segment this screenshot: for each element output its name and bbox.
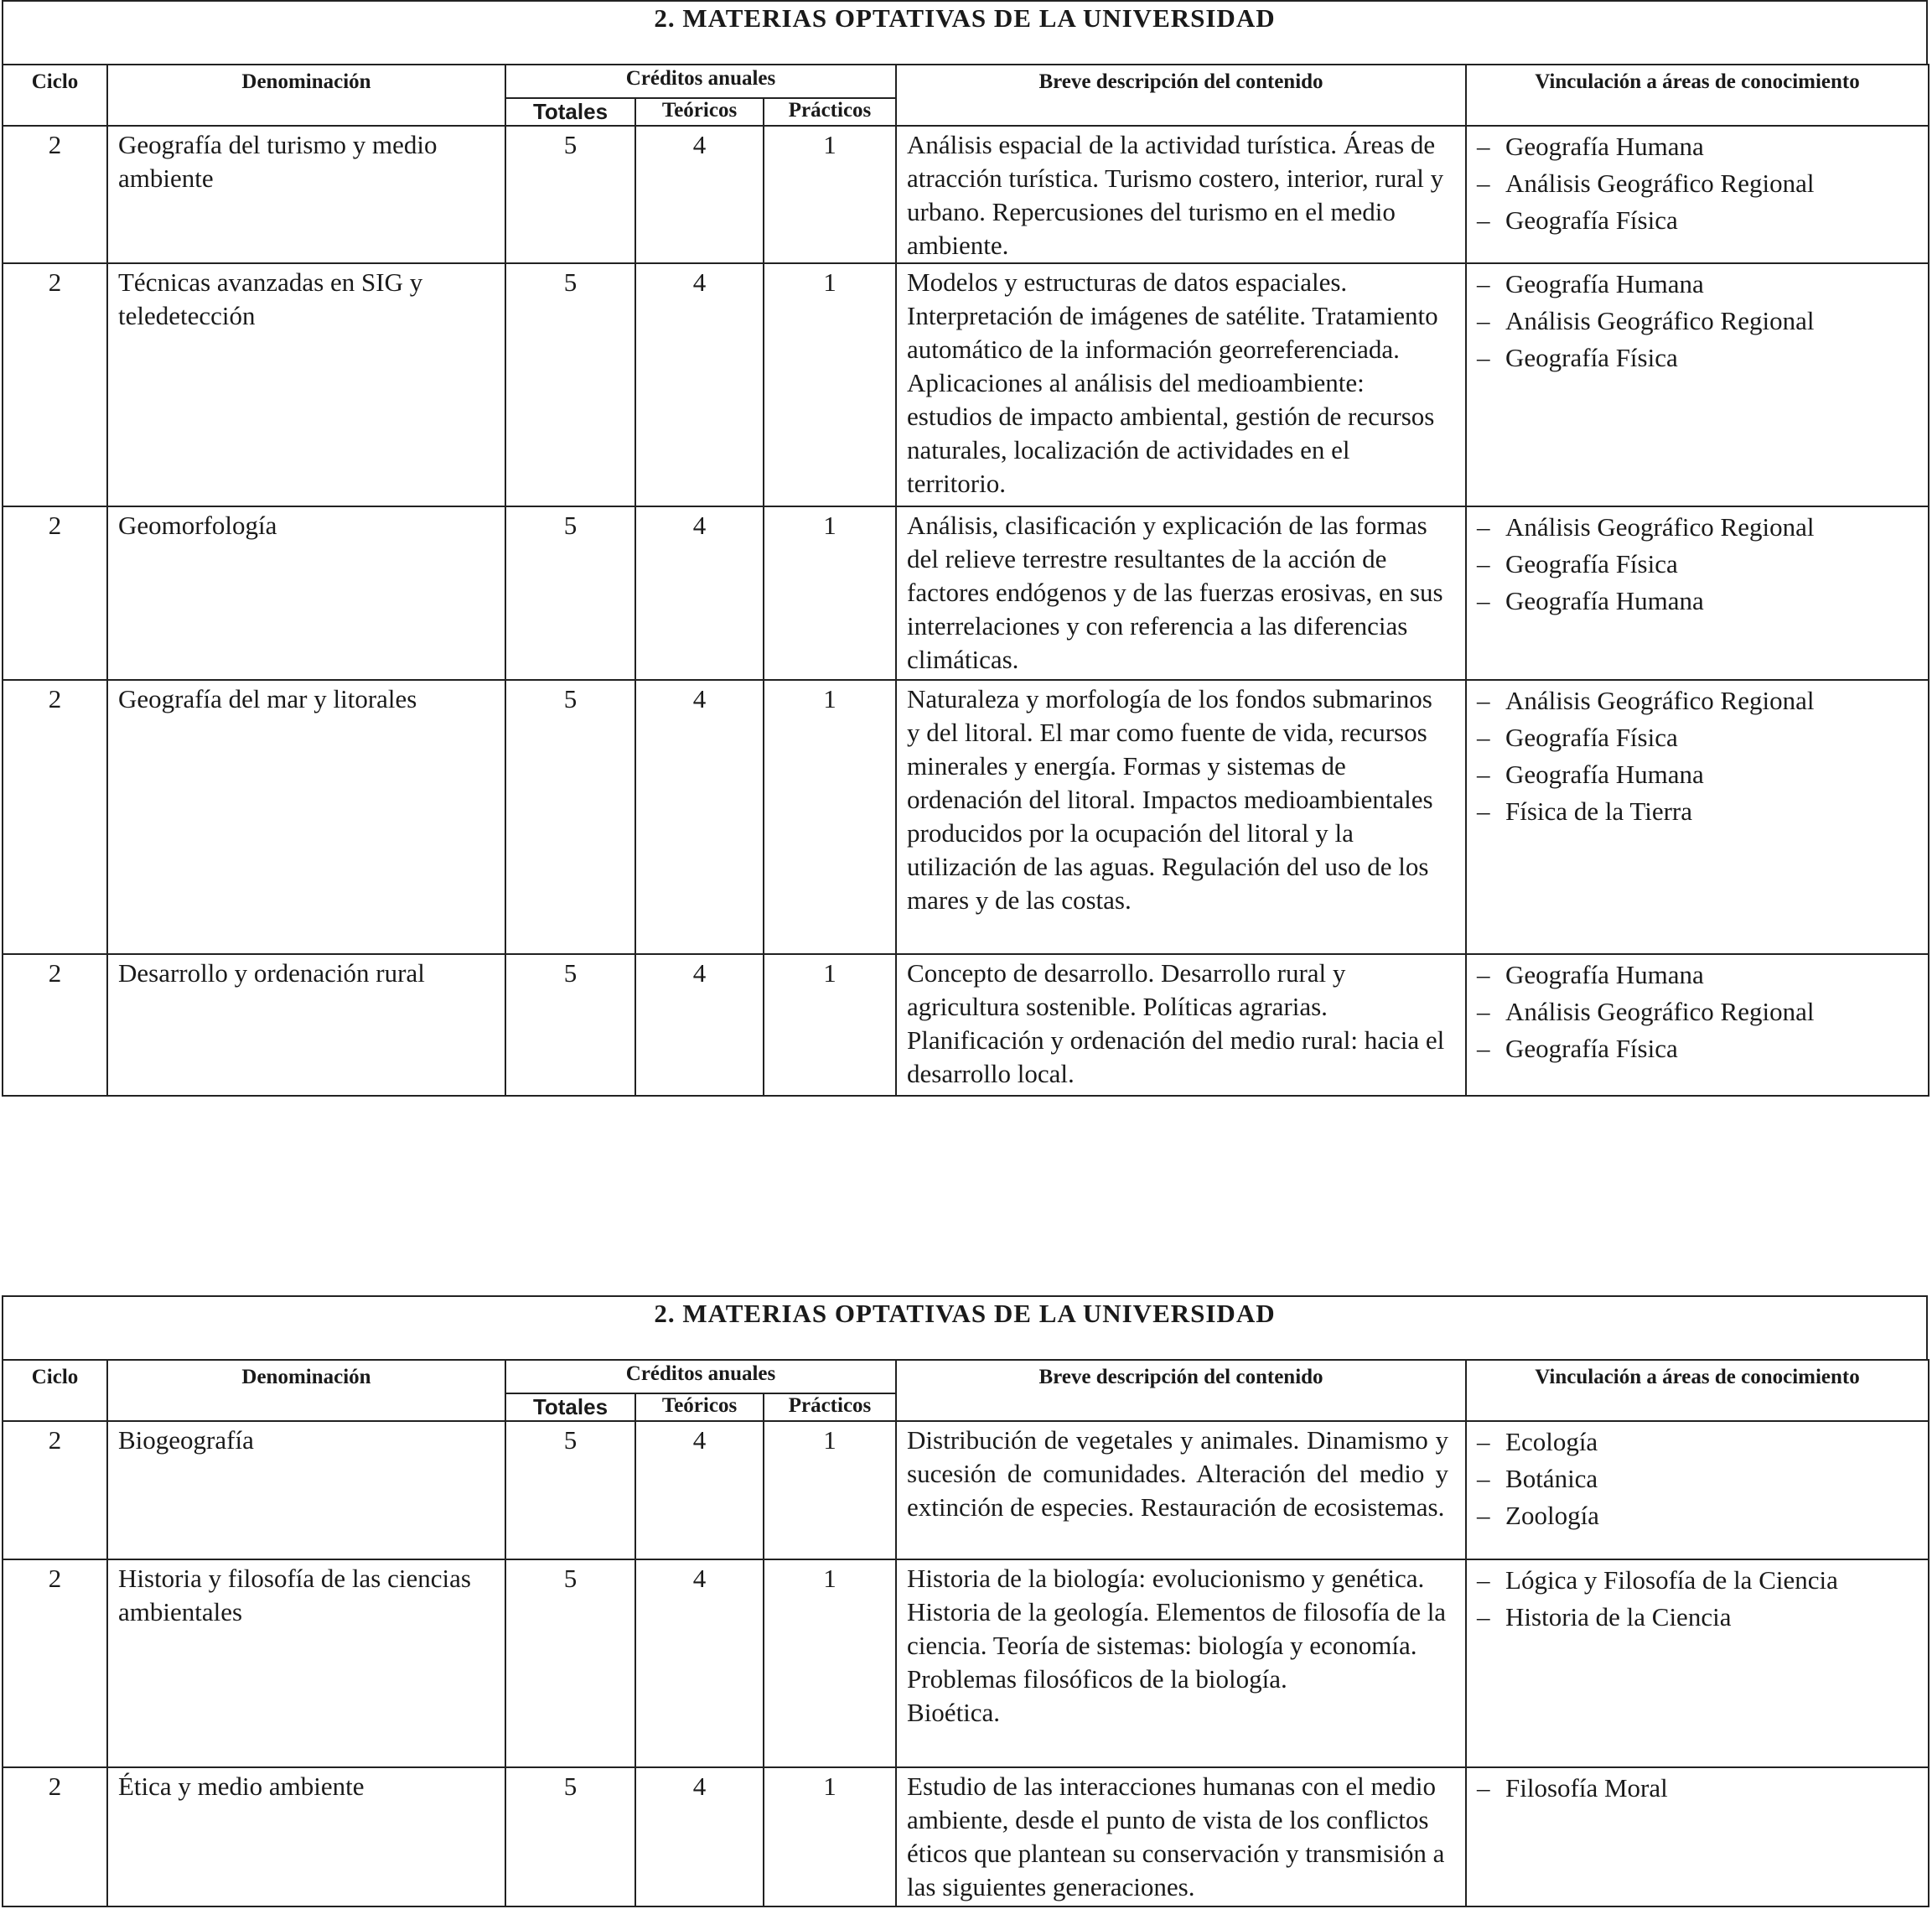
denominacion-cell: Ética y medio ambiente — [107, 1767, 505, 1906]
totales-cell: 5 — [505, 1421, 635, 1559]
area-item: – Zoología — [1477, 1501, 1599, 1530]
ciclo-cell: 2 — [3, 506, 107, 680]
header-totales: Totales — [505, 98, 635, 126]
descripcion-extra: Bioética. — [907, 1698, 1001, 1727]
header-ciclo: Ciclo — [3, 1360, 107, 1421]
totales-cell: 5 — [505, 506, 635, 680]
vinculacion-cell — [1466, 126, 1929, 263]
ciclo-cell: 2 — [3, 954, 107, 1096]
totales-cell: 5 — [505, 954, 635, 1096]
ciclo-cell: 2 — [3, 680, 107, 954]
table-row — [3, 126, 1929, 263]
area-item: – Análisis Geográfico Regional — [1477, 512, 1815, 542]
header-descripcion: Breve descripción del contenido — [896, 1360, 1466, 1421]
practicos-cell: 1 — [764, 263, 896, 506]
descripcion-cell: Modelos y estructuras de datos espaciales. Interpretación de imágenes de satélite. Tratamiento automático de la información georreferenciada. Aplicaciones al análisis del medioambiente: estudios de impacto ambiental, gestión de recursos naturales, localización de actividades en el territorio. — [896, 263, 1466, 506]
denominacion-cell: Biogeografía — [107, 1421, 505, 1559]
area-item: – Geografía Física — [1477, 205, 1678, 235]
table-row — [3, 680, 1929, 954]
area-item: – Filosofía Moral — [1477, 1773, 1668, 1803]
area-item: – Geografía Física — [1477, 1034, 1678, 1063]
header-creditos: Créditos anuales — [505, 65, 896, 98]
denominacion-cell: Técnicas avanzadas en SIG y teledetección — [107, 263, 505, 506]
practicos-cell: 1 — [764, 1421, 896, 1559]
teoricos-cell: 4 — [635, 680, 764, 954]
vinculacion-cell — [1466, 506, 1929, 680]
header-practicos: Prácticos — [764, 98, 896, 126]
area-item: – Geografía Humana — [1477, 132, 1704, 161]
section-title: 2. MATERIAS OPTATIVAS DE LA UNIVERSIDAD — [654, 1299, 1276, 1328]
denominacion-cell: Geografía del mar y litorales — [107, 680, 505, 954]
area-item: – Análisis Geográfico Regional — [1477, 306, 1815, 335]
descripcion-cell — [896, 1559, 1466, 1767]
descripcion-cell: Distribución de vegetales y animales. Dinamismo y sucesión de comunidades. Alteración del medio y extinción de especies. Restauración de ecosistemas. — [896, 1421, 1466, 1559]
practicos-cell: 1 — [764, 954, 896, 1096]
table-row — [3, 1767, 1929, 1906]
header-vinculacion: Vinculación a áreas de conocimiento — [1466, 1360, 1929, 1421]
practicos-cell: 1 — [764, 1767, 896, 1906]
teoricos-cell: 4 — [635, 1421, 764, 1559]
vinculacion-cell — [1466, 263, 1929, 506]
denominacion-cell: Geomorfología — [107, 506, 505, 680]
area-item: – Geografía Humana — [1477, 960, 1704, 989]
area-item: – Física de la Tierra — [1477, 796, 1693, 826]
optativas-table-2 — [2, 1359, 1929, 1907]
totales-cell: 5 — [505, 680, 635, 954]
table-row — [3, 954, 1929, 1096]
practicos-cell: 1 — [764, 1559, 896, 1767]
optativas-table-1 — [2, 64, 1929, 1097]
area-item: – Geografía Física — [1477, 549, 1678, 578]
vinculacion-cell — [1466, 1767, 1929, 1906]
header-practicos: Prácticos — [764, 1393, 896, 1421]
totales-cell: 5 — [505, 263, 635, 506]
area-item: – Análisis Geográfico Regional — [1477, 997, 1815, 1026]
area-item: – Geografía Humana — [1477, 269, 1704, 298]
area-item: – Análisis Geográfico Regional — [1477, 169, 1815, 198]
teoricos-cell: 4 — [635, 954, 764, 1096]
descripcion-cell: Análisis espacial de la actividad turística. Áreas de atracción turística. Turismo costero, interior, rural y urbano. Repercusiones del turismo en el medio ambiente. — [896, 126, 1466, 263]
area-item: – Análisis Geográfico Regional — [1477, 686, 1815, 715]
vinculacion-cell — [1466, 680, 1929, 954]
practicos-cell: 1 — [764, 506, 896, 680]
vinculacion-cell — [1466, 954, 1929, 1096]
vinculacion-cell — [1466, 1559, 1929, 1767]
table-row — [3, 506, 1929, 680]
header-teoricos: Teóricos — [635, 98, 764, 126]
teoricos-cell: 4 — [635, 506, 764, 680]
teoricos-cell: 4 — [635, 263, 764, 506]
area-item: – Historia de la Ciencia — [1477, 1602, 1732, 1631]
descripcion-text: Historia de la biología: evolucionismo y genética. Historia de la geología. Elementos de filosofía de la ciencia. Teoría de sistemas: biología y economía. Problemas filosóficos de la biología. — [907, 1564, 1447, 1694]
totales-cell: 5 — [505, 1559, 635, 1767]
section-title-box — [2, 0, 1928, 64]
area-item: – Ecología — [1477, 1427, 1598, 1456]
header-ciclo: Ciclo — [3, 65, 107, 126]
denominacion-cell: Geografía del turismo y medio ambiente — [107, 126, 505, 263]
totales-cell: 5 — [505, 126, 635, 263]
section-title-box — [2, 1295, 1928, 1359]
table-row — [3, 263, 1929, 506]
descripcion-cell: Estudio de las interacciones humanas con el medio ambiente, desde el punto de vista de los conflictos éticos que plantean su conservación y transmisión a las siguientes generaciones. — [896, 1767, 1466, 1906]
table-row — [3, 1559, 1929, 1767]
ciclo-cell: 2 — [3, 1559, 107, 1767]
header-vinculacion: Vinculación a áreas de conocimiento — [1466, 65, 1929, 126]
teoricos-cell: 4 — [635, 1559, 764, 1767]
ciclo-cell: 2 — [3, 126, 107, 263]
teoricos-cell: 4 — [635, 126, 764, 263]
header-totales: Totales — [505, 1393, 635, 1421]
ciclo-cell: 2 — [3, 1767, 107, 1906]
header-creditos: Créditos anuales — [505, 1360, 896, 1393]
table-row — [3, 1421, 1929, 1559]
vinculacion-cell — [1466, 1421, 1929, 1559]
teoricos-cell: 4 — [635, 1767, 764, 1906]
descripcion-cell: Naturaleza y morfología de los fondos submarinos y del litoral. El mar como fuente de vida, recursos minerales y energía. Formas y sistemas de ordenación del litoral. Impactos medioambientales producidos por la ocupación del litoral y la utilización de las aguas. Regulación del uso de los mares y de las costas. — [896, 680, 1466, 954]
practicos-cell: 1 — [764, 126, 896, 263]
ciclo-cell: 2 — [3, 1421, 107, 1559]
header-teoricos: Teóricos — [635, 1393, 764, 1421]
descripcion-cell: Concepto de desarrollo. Desarrollo rural y agricultura sostenible. Políticas agrarias. Planificación y ordenación del medio rural: hacia el desarrollo local. — [896, 954, 1466, 1096]
area-item: – Lógica y Filosofía de la Ciencia — [1477, 1565, 1838, 1595]
area-item: – Geografía Física — [1477, 723, 1678, 752]
area-item: – Botánica — [1477, 1464, 1598, 1493]
ciclo-cell: 2 — [3, 263, 107, 506]
denominacion-cell: Historia y filosofía de las ciencias ambientales — [107, 1559, 505, 1767]
section-title: 2. MATERIAS OPTATIVAS DE LA UNIVERSIDAD — [654, 3, 1276, 33]
descripcion-cell: Análisis, clasificación y explicación de las formas del relieve terrestre resultantes de la acción de factores endógenos y de las fuerzas erosivas, en sus interrelaciones y con referencia a las diferencias climáticas. — [896, 506, 1466, 680]
area-item: – Geografía Humana — [1477, 586, 1704, 615]
totales-cell: 5 — [505, 1767, 635, 1906]
area-item: – Geografía Humana — [1477, 760, 1704, 789]
header-denominacion: Denominación — [107, 65, 505, 126]
area-item: – Geografía Física — [1477, 343, 1678, 372]
optativas-sheet-2 — [0, 1295, 1932, 1907]
header-denominacion: Denominación — [107, 1360, 505, 1421]
header-descripcion: Breve descripción del contenido — [896, 65, 1466, 126]
denominacion-cell: Desarrollo y ordenación rural — [107, 954, 505, 1096]
practicos-cell: 1 — [764, 680, 896, 954]
